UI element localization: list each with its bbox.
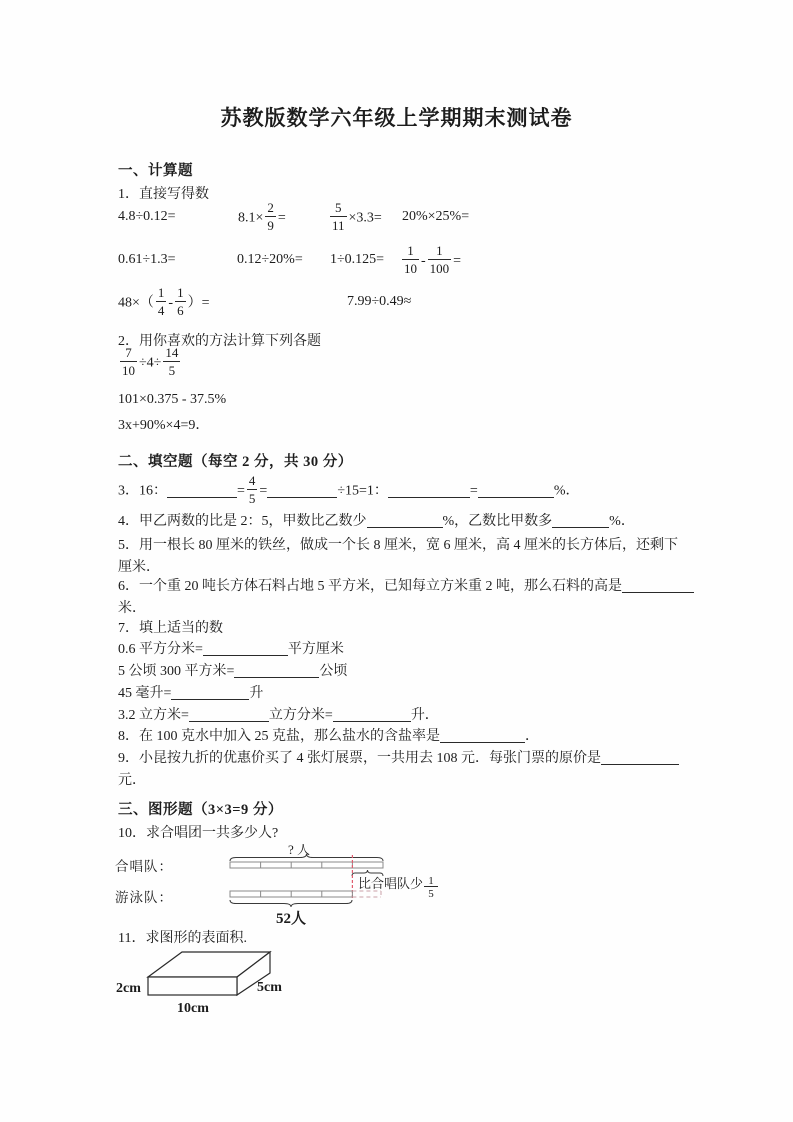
- q8-post: ．: [525, 729, 539, 744]
- calc-expr-2-4: [400, 243, 462, 277]
- q11-cuboid-figure: [113, 946, 313, 1021]
- expr-text: 8.1×: [238, 210, 264, 226]
- answer-blank: [601, 752, 679, 765]
- chorus-bar: [230, 862, 383, 868]
- answer-blank: [367, 515, 443, 528]
- expr-text: -: [421, 253, 426, 269]
- denominator: 10: [122, 363, 135, 378]
- fraction: [120, 346, 137, 377]
- q2-expr-c: 3x+90%×4=9．: [118, 418, 210, 433]
- section3-heading: 三、图形题（3×3=9 分）: [118, 802, 283, 818]
- expr-text: -: [168, 295, 174, 311]
- q6-pre: 6．一个重 20 吨长方体石料占地 5 平方米，已知每立方米重 2 吨，那么石料的高是: [118, 579, 622, 594]
- calc-expr-1-2: [238, 200, 286, 234]
- section1-heading: 一、计算题: [118, 163, 193, 179]
- q7-a-pre: 0.6 平方分米=: [118, 642, 203, 657]
- answer-blank: [171, 687, 249, 700]
- q3-pre: 3．16：: [118, 483, 167, 499]
- q7-a-post: 平方厘米: [287, 642, 344, 657]
- calc-expr-3-2: 7.99÷0.49≈: [347, 294, 412, 309]
- denominator: 11: [332, 218, 345, 233]
- q7-label: 7．填上适当的数: [118, 621, 223, 636]
- swim-label: 游泳队：: [115, 890, 173, 905]
- answer-blank: [203, 643, 288, 656]
- q9-pre: 9．小昆按九折的优惠价买了 4 张灯展票，一共用去 108 元．每张门票的原价是: [118, 751, 601, 766]
- expr-text: =: [277, 210, 286, 226]
- q9-line2: 元．: [118, 773, 146, 788]
- answer-blank: [189, 709, 269, 722]
- calc-expr-1-1: 4.8÷0.12=: [118, 209, 176, 224]
- depth-dimension-label: 5cm: [257, 980, 282, 995]
- q6-line2: 米．: [118, 601, 146, 616]
- fraction: [163, 346, 180, 377]
- numerator: 7: [125, 345, 132, 360]
- q7-d-pre: 3.2 立方米=: [118, 708, 189, 723]
- q2-label: 2．用你喜欢的方法计算下列各题: [118, 334, 321, 349]
- q7-b-pre: 5 公顷 300 平方米=: [118, 664, 235, 679]
- q5-line2: 厘米．: [118, 560, 160, 575]
- numerator: 1: [157, 285, 165, 300]
- numerator: 4: [248, 473, 256, 488]
- answer-blank: [167, 485, 237, 498]
- fraction: [265, 201, 276, 232]
- q7-d-post: 升．: [410, 708, 439, 723]
- top-brace-label: ? 人: [287, 844, 311, 857]
- q10-label: 10．求合唱团一共多少人?: [118, 826, 279, 841]
- answer-blank: [622, 580, 694, 593]
- length-dimension-label: 10cm: [177, 1001, 209, 1016]
- bottom-brace: [230, 900, 352, 907]
- q11-label: 11．求图形的表面积.: [118, 931, 247, 946]
- expr-text: ÷4÷: [139, 355, 162, 371]
- cuboid-front-face: [148, 977, 237, 995]
- expr-text: 48×（: [118, 295, 154, 311]
- q7-c-pre: 45 毫升=: [118, 686, 172, 701]
- top-brace: [230, 854, 383, 861]
- q7-line-b: [118, 660, 347, 680]
- numerator: 5: [335, 200, 342, 215]
- fraction: [428, 244, 452, 275]
- page-title: 苏教版数学六年级上学期期末测试卷: [220, 106, 573, 130]
- denominator: 4: [157, 303, 165, 318]
- q7-c-post: 升: [249, 686, 264, 701]
- q1-label: 1．直接写得数: [118, 187, 209, 202]
- q5-line1: 5．用一根长 80 厘米的铁丝，做成一个长 8 厘米，宽 6 厘米，高 4 厘米的长方体后，还剩下: [118, 538, 678, 553]
- expr-text: ）=: [187, 295, 210, 311]
- q8-pre: 8．在 100 克水中加入 25 克盐，那么盐水的含盐率是: [118, 729, 440, 744]
- q4-mid: %，乙数比甲数多: [442, 514, 553, 529]
- answer-blank: [388, 485, 470, 498]
- calc-expr-2-2: 0.12÷20%=: [237, 252, 303, 267]
- q7-line-c: [118, 682, 263, 702]
- q3-eq: =: [237, 483, 245, 499]
- denominator: 5: [428, 888, 434, 900]
- q10-bar-diagram: [113, 844, 493, 938]
- difference-label: 比合唱队少: [358, 876, 424, 891]
- denominator: 100: [429, 261, 450, 276]
- chorus-label: 合唱队：: [115, 859, 173, 874]
- q7-line-a: [118, 638, 344, 658]
- denominator: 10: [404, 261, 417, 276]
- q4-post: %．: [609, 514, 635, 529]
- answer-blank: [333, 709, 411, 722]
- q2-expr-a: [118, 345, 182, 379]
- expr-text: ×3.3=: [348, 210, 382, 226]
- expr-text: =: [453, 253, 462, 269]
- denominator: 5: [163, 361, 180, 377]
- denominator: 9: [267, 218, 274, 233]
- numerator: 1: [177, 285, 184, 300]
- fraction: [330, 201, 347, 232]
- answer-blank: [267, 485, 337, 498]
- numerator: 1: [407, 243, 414, 258]
- calc-expr-2-3: 1÷0.125=: [330, 252, 385, 267]
- numerator: 2: [267, 200, 274, 215]
- q9-line1: [118, 747, 679, 767]
- height-dimension-label: 2cm: [116, 981, 141, 996]
- q8-line: [118, 725, 539, 745]
- calc-expr-1-4: 20%×25%=: [402, 209, 470, 224]
- section2-heading: 二、填空题（每空 2 分，共 30 分）: [118, 454, 353, 470]
- calc-expr-2-1: 0.61÷1.3=: [118, 252, 176, 267]
- q7-b-post: 公顷: [319, 664, 348, 679]
- q6-line1: [118, 575, 694, 595]
- calc-expr-1-3: [328, 200, 382, 234]
- fraction: [175, 286, 186, 317]
- bottom-brace-label: 52人: [275, 911, 307, 927]
- q7-d-mid: 立方分米=: [268, 708, 333, 723]
- numerator: 1: [436, 243, 443, 258]
- answer-blank: [234, 665, 319, 678]
- q3-post: %．: [553, 483, 580, 499]
- numerator: 14: [165, 345, 179, 360]
- q2-expr-b: 101×0.375 - 37.5%: [118, 392, 227, 407]
- q7-line-d: [118, 704, 439, 724]
- numerator: 1: [428, 875, 434, 887]
- q3-line: [118, 473, 580, 507]
- answer-blank: [478, 485, 554, 498]
- denominator: 5: [248, 491, 256, 506]
- calc-expr-3-1: [118, 285, 210, 319]
- fraction: [247, 474, 258, 505]
- fraction: [402, 244, 419, 275]
- q3-mid: ÷15=1：: [337, 483, 388, 499]
- answer-blank: [440, 730, 525, 743]
- answer-blank: [552, 515, 609, 528]
- q3-eq: =: [259, 483, 268, 499]
- q3-eq: =: [469, 483, 478, 499]
- q4-line: [118, 510, 635, 530]
- fraction: [156, 286, 167, 317]
- denominator: 6: [177, 303, 184, 318]
- q4-pre: 4．甲乙两数的比是 2：5，甲数比乙数少: [118, 514, 367, 529]
